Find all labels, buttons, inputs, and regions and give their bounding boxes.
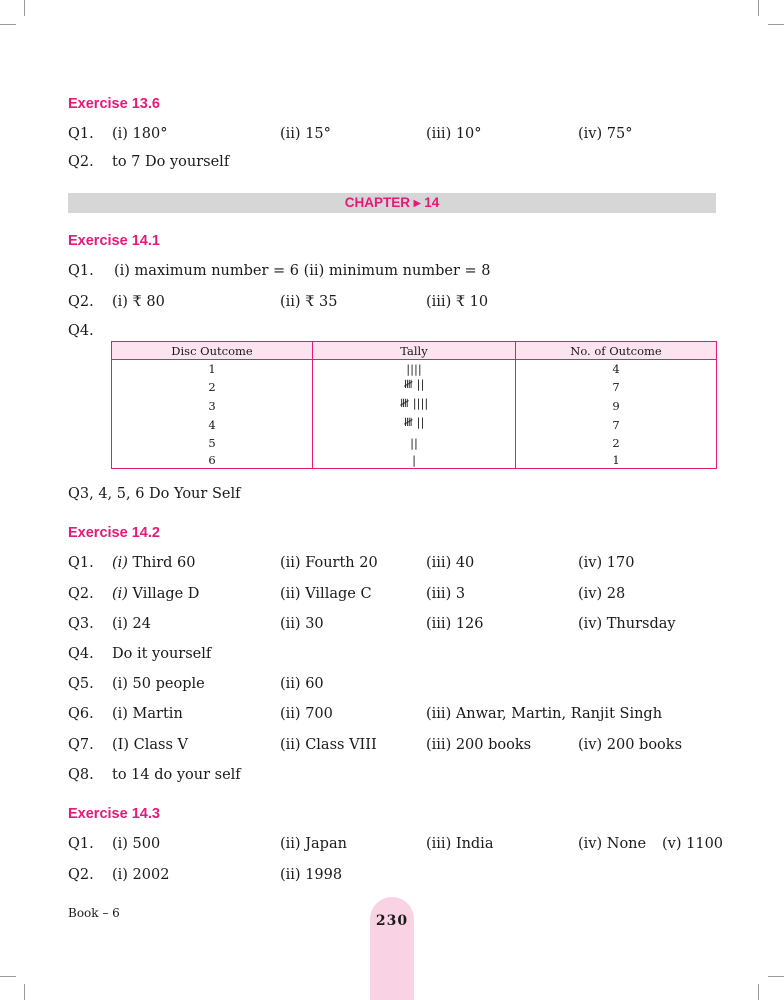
answer-iii: (iii) 10° <box>426 126 482 142</box>
table-row <box>112 415 717 434</box>
tally-cell: 𝍸 |||| <box>313 396 516 415</box>
table-cell: 3 <box>112 396 313 415</box>
question-number: Q1. <box>68 263 94 279</box>
answer-row <box>68 676 728 696</box>
answer-i: (I) Class V <box>112 737 188 753</box>
answer-i <box>112 586 199 602</box>
answer-v: (v) 1100 <box>662 836 724 852</box>
question-number: Q4. <box>68 323 94 339</box>
crop-mark <box>0 24 16 25</box>
tally-cell: 𝍸 || <box>313 415 516 434</box>
table-cell: 4 <box>516 360 717 378</box>
table-cell: 9 <box>516 396 717 415</box>
table-cell: 5 <box>112 434 313 451</box>
answer-iv: (iv) 28 <box>578 586 626 602</box>
answer-ii: (ii) Village C <box>280 586 372 602</box>
table-cell: 7 <box>516 415 717 434</box>
answer-row <box>68 706 728 726</box>
answer-iii: (iii) ₹ 10 <box>426 294 489 310</box>
answer-iii: (iii) Anwar, Martin, Ranjit Singh <box>426 706 663 722</box>
table-cell: 6 <box>112 451 313 469</box>
table-cell: 2 <box>112 377 313 396</box>
table-header-row <box>112 342 717 360</box>
question-number: Q6. <box>68 706 94 722</box>
answer-iv: (iv) 75° <box>578 126 633 142</box>
answer-i: (i) 24 <box>112 616 152 632</box>
question-number: Q1. <box>68 126 94 142</box>
answer-i: (i) Martin <box>112 706 183 722</box>
tally-cell: |||| <box>313 360 516 378</box>
crop-mark <box>758 984 759 1000</box>
table-cell: 2 <box>516 434 717 451</box>
answer-i: (i) ₹ 80 <box>112 294 165 310</box>
answer-ii: (ii) 15° <box>280 126 331 142</box>
question-number: Q7. <box>68 737 94 753</box>
crop-mark <box>758 0 759 16</box>
answer-i: (i) 180° <box>112 126 168 142</box>
answer-ii: (ii) Fourth 20 <box>280 555 378 571</box>
question-number: Q2. <box>68 867 94 883</box>
answer-i: (i) 500 <box>112 836 161 852</box>
numeral-italic: (i) <box>112 555 128 571</box>
tally-cell: | <box>313 451 516 469</box>
question-number: Q2. <box>68 586 94 602</box>
tally-cell: 𝍸 || <box>313 377 516 396</box>
exercise-heading: Exercise 14.3 <box>68 806 160 822</box>
exercise-heading: Exercise 14.1 <box>68 233 160 249</box>
table-row <box>112 377 717 396</box>
exercise-heading: Exercise 14.2 <box>68 525 160 541</box>
table-row <box>112 451 717 469</box>
column-header: Disc Outcome <box>112 342 313 360</box>
answer-row <box>68 263 728 283</box>
answer-iii: (iii) 126 <box>426 616 484 632</box>
answer-iv: (iv) 170 <box>578 555 635 571</box>
answer-ii: (ii) 60 <box>280 676 324 692</box>
answer-row <box>68 616 728 636</box>
answer-row <box>68 867 728 887</box>
answer-i: (i) 2002 <box>112 867 170 883</box>
question-number: Q8. <box>68 767 94 783</box>
table-row <box>112 434 717 451</box>
note-text: Q3, 4, 5, 6 Do Your Self <box>68 486 241 502</box>
answer-text: to 7 Do yourself <box>112 154 230 170</box>
column-header: Tally <box>313 342 516 360</box>
answer-text: Village D <box>127 586 200 602</box>
answer-iv: (iv) 200 books <box>578 737 683 753</box>
answer-ii: (ii) 30 <box>280 616 324 632</box>
answer-i <box>112 555 195 571</box>
chapter-banner <box>68 193 716 213</box>
question-number: Q1. <box>68 555 94 571</box>
answer-text: Third 60 <box>127 555 196 571</box>
column-header: No. of Outcome <box>516 342 717 360</box>
crop-mark <box>24 0 25 16</box>
answer-row <box>68 767 728 787</box>
answer-row <box>68 646 728 666</box>
tally-table <box>111 341 717 469</box>
answer-ii: (ii) 1998 <box>280 867 343 883</box>
answer-iii: (iii) India <box>426 836 494 852</box>
table-row <box>112 360 717 378</box>
crop-mark <box>768 976 784 977</box>
exercise-heading: Exercise 13.6 <box>68 96 160 112</box>
question-number: Q5. <box>68 676 94 692</box>
table-row <box>112 396 717 415</box>
question-number: Q2. <box>68 154 94 170</box>
page-number: 230 <box>375 913 409 929</box>
answer-row <box>68 486 728 506</box>
answer-ii: (ii) Japan <box>280 836 347 852</box>
answer-text: (i) maximum number = 6 (ii) minimum number = 8 <box>114 263 491 279</box>
answer-row <box>68 154 728 174</box>
answer-row <box>68 126 728 146</box>
answer-row <box>68 294 728 314</box>
answer-iii: (iii) 200 books <box>426 737 532 753</box>
answer-ii: (ii) 700 <box>280 706 333 722</box>
question-number: Q4. <box>68 646 94 662</box>
tally-cell: || <box>313 434 516 451</box>
answer-ii: (ii) ₹ 35 <box>280 294 338 310</box>
answer-row <box>68 323 728 343</box>
book-label: Book – 6 <box>68 906 120 920</box>
answer-text: Do it yourself <box>112 646 212 662</box>
answer-row <box>68 737 728 757</box>
crop-mark <box>0 976 16 977</box>
table-cell: 4 <box>112 415 313 434</box>
answer-row <box>68 555 728 575</box>
table-cell: 1 <box>516 451 717 469</box>
question-number: Q1. <box>68 836 94 852</box>
question-number: Q3. <box>68 616 94 632</box>
answer-ii: (ii) Class VIII <box>280 737 377 753</box>
table-cell: 7 <box>516 377 717 396</box>
answer-row <box>68 836 728 856</box>
answer-iii: (iii) 40 <box>426 555 475 571</box>
answer-i: (i) 50 people <box>112 676 205 692</box>
answer-iv: (iv) None <box>578 836 647 852</box>
answer-row <box>68 586 728 606</box>
numeral-italic: (i) <box>112 586 128 602</box>
question-number: Q2. <box>68 294 94 310</box>
answer-iii: (iii) 3 <box>426 586 466 602</box>
crop-mark <box>24 984 25 1000</box>
table-cell: 1 <box>112 360 313 378</box>
crop-mark <box>768 24 784 25</box>
answer-text: to 14 do your self <box>112 767 241 783</box>
answer-iv: (iv) Thursday <box>578 616 676 632</box>
chapter-title: CHAPTER ▸ 14 <box>344 195 440 210</box>
